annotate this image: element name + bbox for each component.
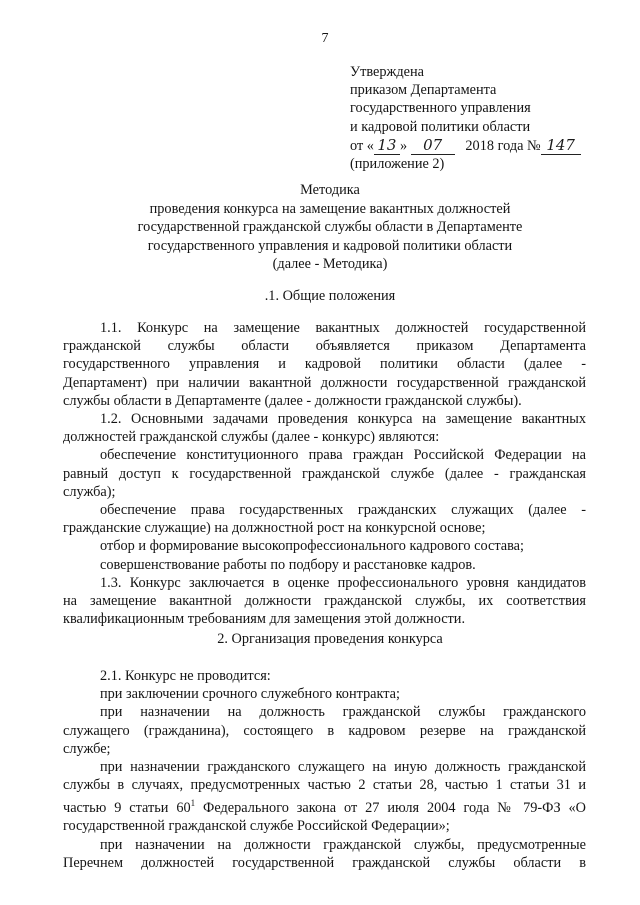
text-line: при назначении на должности гражданской службы, предусмотренные [100,836,586,853]
title-line-2: проведения конкурса на замещение вакантных должностей [149,200,511,217]
text-line: служба); [63,483,116,500]
date-prefix: от « [350,137,374,154]
text-line: 2.1. Конкурс не проводится: [100,668,271,684]
text-line: Перечнем должностей государственной гражданской службы области в [63,854,586,871]
approval-line-3: государственного управления [350,100,531,117]
text-line: государственного управления и кадровой политики области (далее - [63,356,586,373]
date-mid: » [399,137,411,154]
title-line-4: государственного управления и кадровой политики области [147,237,513,254]
handwritten-month: 07 [411,136,455,155]
paragraph-task-3 [63,537,586,555]
section-1-body [63,319,586,628]
paragraph-1-1 [63,319,586,410]
handwritten-order-number: 147 [541,136,581,155]
text-line: при заключении срочного служебного контракта; [100,686,401,703]
text-line: государственной гражданской службе Российской Федерации»; [63,818,450,835]
text-line: служащего (гражданина), состоящего в кадровом резерве на гражданской [63,722,586,739]
approval-date-line [350,136,581,155]
document-title [80,181,580,274]
text-line: равный доступ к государственной гражданской службе (далее - гражданская [63,465,586,482]
text-line: при назначении гражданского служащего на иную должность гражданской [100,759,586,776]
text-line: службе; [63,740,111,757]
text-line: обеспечение права государственных гражданских служащих (далее - [100,502,586,519]
paragraph-case-4 [63,836,586,872]
text-line: отбор и формирование высокопрофессионального кадрового состава; [100,538,524,555]
paragraph-case-1 [63,685,586,703]
approval-line-4: и кадровой политики области [350,118,531,135]
text-line: должностей гражданской службы (далее - конкурс) являются: [63,429,440,446]
section-2-body [63,667,586,872]
text-line [63,794,586,817]
text-line: службы в случаях, предусмотренных частью 2 статьи 28, частью 1 статьи 31 и [63,777,586,794]
title-line-5: (далее - Методика) [272,256,388,273]
title-line-3: государственной гражданской службы области в Департаменте [137,219,523,236]
text-fragment: частью 9 статьи 60 [63,800,191,817]
text-line: 1.2. Основными задачами проведения конкурса на замещение вакантных [100,411,586,428]
paragraph-2-1 [63,667,586,685]
approval-line-2: приказом Департамента [350,82,497,99]
text-line: гражданской службы области объявляется приказом Департамента [63,338,586,355]
handwritten-day: 13 [374,136,400,155]
approval-line-1: Утверждена [350,64,425,80]
text-line: 1.1. Конкурс на замещение вакантных должностей государственной [100,320,586,336]
paragraph-1-3 [63,574,586,629]
page-number: 7 [321,31,329,46]
appendix-note: (приложение 2) [350,156,445,173]
section-2-heading: 2. Организация проведения конкурса [217,631,443,647]
title-line-1: Методика [300,182,360,198]
superscript: 1 [190,798,196,809]
text-line: на замещение вакантной должности гражданской службы, их соответствия [63,593,586,610]
text-line: гражданские служащие) на должностной рост на конкурсной основе; [63,520,486,537]
text-line: обеспечение конституционного права граждан Российской Федерации на [100,447,586,464]
date-year: 2018 года № [465,137,541,154]
paragraph-task-2 [63,501,586,537]
paragraph-task-4 [63,556,586,574]
paragraph-case-2 [63,703,586,758]
paragraph-1-2 [63,410,586,446]
text-line: совершенствование работы по подбору и расстановке кадров. [100,556,476,573]
section-1-heading: .1. Общие положения [264,288,396,304]
text-line: 1.3. Конкурс заключается в оценке профессионального уровня кандидатов [100,574,586,591]
approval-block [350,63,581,173]
text-line: квалификационным требованиям для замещения этой должности. [63,611,466,628]
paragraph-case-3 [63,758,586,836]
text-line: при назначении на должность гражданской службы гражданского [100,704,586,721]
text-line: Департамент) при наличии вакантной должности государственной гражданской [63,374,586,391]
paragraph-task-1 [63,446,586,501]
text-fragment: Федерального закона от 27 июля 2004 года № 79-ФЗ «О [195,800,586,817]
text-line: службы области в Департаменте (далее - должности гражданской службы). [63,392,522,409]
